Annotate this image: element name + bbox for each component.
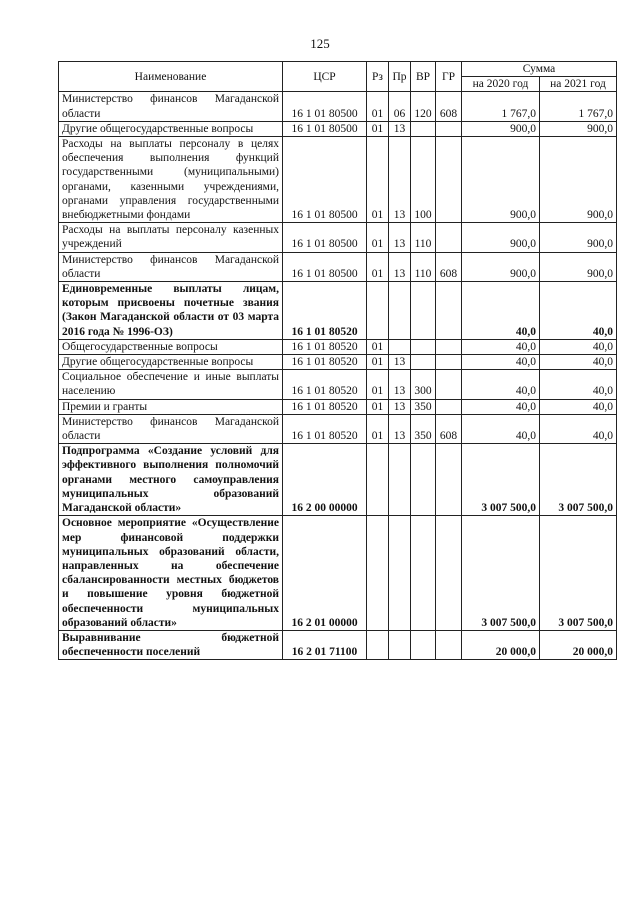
row-amount-2020: 900,0 — [462, 223, 540, 252]
row-pr: 13 — [389, 121, 411, 136]
table-row — [59, 252, 617, 281]
row-csr: 16 1 01 80520 — [283, 339, 367, 354]
row-rz: 01 — [367, 121, 389, 136]
row-pr: 13 — [389, 355, 411, 370]
row-name: Премии и гранты — [59, 399, 283, 414]
row-rz — [367, 630, 389, 659]
row-pr: 13 — [389, 223, 411, 252]
row-csr: 16 1 01 80500 — [283, 137, 367, 223]
row-pr: 13 — [389, 370, 411, 399]
row-amount-2020: 40,0 — [462, 282, 540, 340]
row-amount-2020: 40,0 — [462, 399, 540, 414]
row-vr — [411, 121, 436, 136]
row-gr — [436, 223, 462, 252]
row-gr — [436, 137, 462, 223]
table-row — [59, 630, 617, 659]
row-name: Расходы на выплаты персоналу казенных учреждений — [59, 223, 283, 252]
row-amount-2021: 40,0 — [540, 282, 617, 340]
row-gr: 608 — [436, 414, 462, 443]
row-gr: 608 — [436, 252, 462, 281]
row-csr: 16 1 01 80500 — [283, 121, 367, 136]
table-row — [59, 370, 617, 399]
row-rz: 01 — [367, 414, 389, 443]
row-vr — [411, 630, 436, 659]
row-gr — [436, 444, 462, 516]
row-amount-2021: 900,0 — [540, 223, 617, 252]
header-year-2021: на 2021 год — [540, 77, 617, 92]
row-gr — [436, 630, 462, 659]
row-amount-2020: 3 007 500,0 — [462, 516, 540, 631]
row-csr: 16 1 01 80520 — [283, 399, 367, 414]
table-row — [59, 339, 617, 354]
row-vr: 120 — [411, 92, 436, 121]
header-rz: Рз — [367, 62, 389, 92]
row-name: Расходы на выплаты персоналу в целях обеспечения выполнения функций государственными (муниципальными) органами, казенными учреждениями, органами управления государственными внебюджетными фондами — [59, 137, 283, 223]
row-vr — [411, 282, 436, 340]
row-csr: 16 1 01 80520 — [283, 355, 367, 370]
row-amount-2020: 1 767,0 — [462, 92, 540, 121]
row-rz: 01 — [367, 252, 389, 281]
table-row — [59, 516, 617, 631]
row-vr: 110 — [411, 223, 436, 252]
row-amount-2020: 40,0 — [462, 339, 540, 354]
table-row — [59, 223, 617, 252]
row-name: Основное мероприятие «Осуществление мер финансовой поддержки муниципальных образований области, направленных на обеспечение сбалансированности местных бюджетов и повышение уровня бюджетной обеспеченности муниципальных образований области» — [59, 516, 283, 631]
row-amount-2020: 40,0 — [462, 414, 540, 443]
row-pr — [389, 630, 411, 659]
row-csr: 16 1 01 80500 — [283, 252, 367, 281]
row-amount-2021: 40,0 — [540, 399, 617, 414]
row-vr — [411, 339, 436, 354]
row-csr: 16 2 00 00000 — [283, 444, 367, 516]
header-year-2020: на 2020 год — [462, 77, 540, 92]
row-amount-2021: 40,0 — [540, 339, 617, 354]
row-gr — [436, 370, 462, 399]
row-amount-2021: 3 007 500,0 — [540, 516, 617, 631]
row-amount-2021: 40,0 — [540, 370, 617, 399]
row-csr: 16 1 01 80520 — [283, 414, 367, 443]
row-rz: 01 — [367, 92, 389, 121]
budget-table — [58, 61, 617, 660]
row-gr — [436, 516, 462, 631]
row-amount-2021: 3 007 500,0 — [540, 444, 617, 516]
row-csr: 16 1 01 80520 — [283, 282, 367, 340]
row-vr: 100 — [411, 137, 436, 223]
page-number: 125 — [310, 36, 330, 51]
row-amount-2021: 900,0 — [540, 252, 617, 281]
row-name: Выравнивание бюджетной обеспеченности поселений — [59, 630, 283, 659]
row-name: Общегосударственные вопросы — [59, 339, 283, 354]
row-rz: 01 — [367, 399, 389, 414]
row-pr: 13 — [389, 137, 411, 223]
row-amount-2020: 900,0 — [462, 121, 540, 136]
row-amount-2020: 40,0 — [462, 370, 540, 399]
row-csr: 16 2 01 00000 — [283, 516, 367, 631]
table-row — [59, 399, 617, 414]
row-rz: 01 — [367, 223, 389, 252]
row-pr: 13 — [389, 414, 411, 443]
row-name: Другие общегосударственные вопросы — [59, 355, 283, 370]
row-amount-2020: 40,0 — [462, 355, 540, 370]
row-csr: 16 1 01 80520 — [283, 370, 367, 399]
row-name: Другие общегосударственные вопросы — [59, 121, 283, 136]
row-name: Министерство финансов Магаданской области — [59, 92, 283, 121]
row-rz — [367, 282, 389, 340]
row-pr — [389, 516, 411, 631]
row-amount-2021: 1 767,0 — [540, 92, 617, 121]
row-rz: 01 — [367, 355, 389, 370]
row-name: Подпрограмма «Создание условий для эффективного выполнения полномочий органами местного самоуправления муниципальных образований Магаданской области» — [59, 444, 283, 516]
row-amount-2021: 20 000,0 — [540, 630, 617, 659]
row-amount-2021: 40,0 — [540, 414, 617, 443]
row-amount-2020: 3 007 500,0 — [462, 444, 540, 516]
row-name: Социальное обеспечение и иные выплаты населению — [59, 370, 283, 399]
row-pr — [389, 282, 411, 340]
row-amount-2021: 40,0 — [540, 355, 617, 370]
table-row — [59, 414, 617, 443]
row-amount-2020: 900,0 — [462, 252, 540, 281]
header-csr: ЦСР — [283, 62, 367, 92]
row-rz — [367, 444, 389, 516]
row-vr — [411, 516, 436, 631]
row-pr: 13 — [389, 252, 411, 281]
row-gr — [436, 355, 462, 370]
row-amount-2020: 20 000,0 — [462, 630, 540, 659]
table-row — [59, 92, 617, 121]
row-amount-2020: 900,0 — [462, 137, 540, 223]
row-gr — [436, 121, 462, 136]
row-pr: 06 — [389, 92, 411, 121]
row-amount-2021: 900,0 — [540, 137, 617, 223]
row-vr: 350 — [411, 414, 436, 443]
row-pr: 13 — [389, 399, 411, 414]
row-csr: 16 2 01 71100 — [283, 630, 367, 659]
header-name: Наименование — [59, 62, 283, 92]
row-vr: 300 — [411, 370, 436, 399]
row-amount-2021: 900,0 — [540, 121, 617, 136]
row-gr — [436, 339, 462, 354]
row-name: Министерство финансов Магаданской области — [59, 414, 283, 443]
header-vr: ВР — [411, 62, 436, 92]
row-csr: 16 1 01 80500 — [283, 223, 367, 252]
row-rz: 01 — [367, 370, 389, 399]
table-row — [59, 121, 617, 136]
row-pr — [389, 444, 411, 516]
row-gr — [436, 399, 462, 414]
table-row — [59, 444, 617, 516]
row-vr: 350 — [411, 399, 436, 414]
row-gr — [436, 282, 462, 340]
row-vr — [411, 444, 436, 516]
row-gr: 608 — [436, 92, 462, 121]
table-row — [59, 282, 617, 340]
header-pr: Пр — [389, 62, 411, 92]
row-vr — [411, 355, 436, 370]
row-vr: 110 — [411, 252, 436, 281]
table-row — [59, 137, 617, 223]
row-rz — [367, 516, 389, 631]
row-pr — [389, 339, 411, 354]
row-csr: 16 1 01 80500 — [283, 92, 367, 121]
row-name: Единовременные выплаты лицам, которым присвоены почетные звания (Закон Магаданской области от 03 марта 2016 года № 1996-ОЗ) — [59, 282, 283, 340]
row-name: Министерство финансов Магаданской области — [59, 252, 283, 281]
header-gr: ГР — [436, 62, 462, 92]
row-rz: 01 — [367, 137, 389, 223]
table-row — [59, 355, 617, 370]
header-sum: Сумма — [462, 62, 617, 77]
row-rz: 01 — [367, 339, 389, 354]
